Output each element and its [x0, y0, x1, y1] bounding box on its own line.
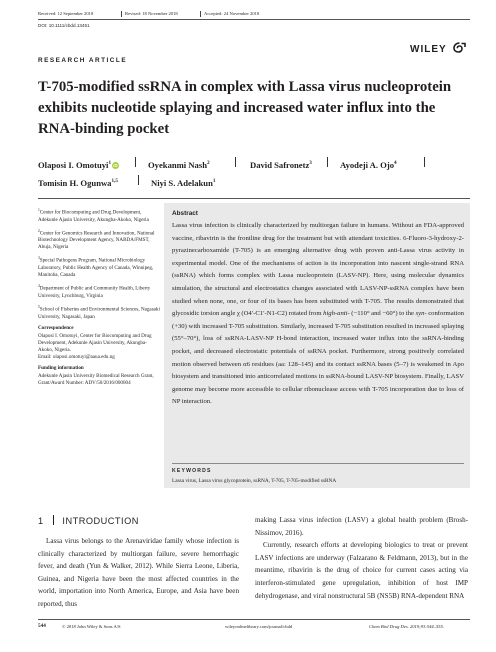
- correspondence-email[interactable]: Email: olaposi.omotuyi@aaua.edu.ng: [38, 354, 115, 360]
- keywords-rule: [172, 463, 464, 464]
- paragraph: making Lassa virus infection (LASV) a global health problem (Brosh-Nissimov, 2016).: [255, 516, 468, 537]
- divider: [200, 11, 201, 17]
- received-date: Received: 12 September 2018: [38, 11, 94, 16]
- correspondence-heading: Correspondence: [38, 324, 74, 331]
- paragraph: Currently, research efforts at developing biologics to treat or prevent LASV infections are underway (Falzarano & Feldmann, 2013), but in the meantime, ribavirin is the drug of choice for current cases acting via interferon-stimulated gene upregulation, inhibition of host IMP dehydrogenase, and viral nonstructural 5B (NS5B) RNA-dependent RNA: [255, 541, 468, 600]
- author-rule: [38, 198, 470, 199]
- affiliations: [38, 207, 160, 387]
- divider: [235, 157, 236, 167]
- divider: [53, 515, 54, 525]
- abstract-text: Lassa virus infection is clinically characterized by multiorgan failure in humans. Without an FDA-approved vaccine, ribavirin is the frontline drug for the treatment but with attendant toxicities. 6-Fluoro-3-hydroxy-2-pyrazinecarboxamide (T-705) is an emerging alternative drug with proven anti-Lassa virus activity in experimental model. One of the mechanisms of action is its incorporation into nascent single-strand RNA (ssRNA) which forms complex with Lassa nucleoprotein (LASV-NP). Here, using molecular dynamics simulation, the structural and electrostatics changes associated with LASV-NP-ssRNA complex have been studied when none, one, or four of its bases has been substituted with T-705. The results demonstrated that glycosidic torsion angle χ (O4′-C1′-N1-C2) rotated from high-anti- (−110° and −60°) to the syn- conformation (+30) with increased T-705 substitution. Similarly, increased T-705 substitution resulted in increased splaying (55°–70°), loss of ssRNA-LASV-NP H-bond interaction, increased water influx into the ssRNA-binding pocket, and decreased electrostatic potentials of ssRNA pocket. Furthermore, strong positively correlated motion observed between α6 residues (aa: 128–145) and its contact ssRNA bases (5–7) is weakened in Apo biosystem and transitioned into anticorrelated motions in ssRNA-bound LASV-NP biosystem. Finally, LASV genome may become more accessible to cellular ribonuclease access with T-705 incorporation due to loss of NP interaction.: [172, 222, 464, 406]
- author[interactable]: David Safronetz$^3$: [250, 160, 312, 170]
- divider: [135, 157, 136, 167]
- orcid-icon[interactable]: iD: [113, 163, 118, 168]
- accepted-date: Accepted: 24 November 2018: [204, 11, 260, 16]
- journal-url[interactable]: wileyonlinelibrary.com/journal/cbdd: [225, 624, 293, 629]
- paragraph: Lassa virus belongs to the Arenaviridae family whose infection is clinically characterized by multiorgan failure, severe hemorrhagic fever, and death (Yun & Walker, 2012). While Sierra Leone, Liberia, Guinea, and Nigeria have been the most affected countries in the world, importation into North America, Europe, and Asia have been reported, thus: [38, 537, 239, 608]
- affiliation: $^5$School of Fisheries and Environmental Sciences, Nagasaki University, Nagasaki, Japan: [38, 304, 160, 320]
- citation: Chem Biol Drug Des. 2019;93:544–555.: [369, 624, 445, 629]
- doi[interactable]: DOI: 10.1111/cbdd.13451: [38, 23, 90, 28]
- page-footer: [38, 622, 468, 632]
- page-number: 544: [38, 623, 46, 629]
- copyright: © 2018 John Wiley & Sons A/S: [62, 624, 121, 629]
- keywords-text: Lassa virus, Lassa virus glycoprotein, ssRNA, T-705, T-705-modified ssRNA: [172, 478, 337, 484]
- publisher-logo: [410, 42, 466, 56]
- author[interactable]: Niyi S. Adelakun$^1$: [151, 178, 216, 188]
- divider: [424, 157, 425, 167]
- author[interactable]: Olaposi I. Omotuyi$^1$ iD: [38, 160, 118, 170]
- publisher-name: WILEY: [410, 44, 447, 55]
- intro-column-right: [255, 514, 468, 602]
- funding-text: Adekunle Ajasin University Biomedical Research Grant, Grant/Award Number: ADV/50/2016/000004: [38, 373, 154, 387]
- section-number: 1: [38, 516, 44, 526]
- article-title: T-705-modified ssRNA in complex with Lassa virus nucleoprotein exhibits nucleotide splaying and increased water influx into the RNA-binding pocket: [38, 79, 452, 137]
- keywords-heading: KEYWORDS: [172, 468, 212, 474]
- author[interactable]: Oyekanmi Nash$^2$: [148, 160, 210, 170]
- affiliation: $^2$Center for Genomics Research and Innovation, National Biotechnology Development Agency, NABDA/FMST, Abuja, Nigeria: [38, 228, 155, 251]
- divider: [327, 157, 328, 167]
- funding-heading: Funding information: [38, 365, 84, 372]
- correspondence-text: Olaposi I. Omotuyi, Center for Biocomputing and Drug Development, Adekunle Ajasin University, Akungba-Akoko, Nigeria.: [38, 332, 152, 353]
- affiliation: $^1$Center for Biocomputing and Drug Development, Adekunle Ajasin University, Akungba-Akoko, Nigeria: [38, 208, 149, 223]
- author[interactable]: Ayodeji A. Ojo$^4$: [340, 160, 397, 170]
- author[interactable]: Tomisin H. Ogunwa$^{1,5}$: [38, 178, 118, 188]
- footer-rule: [38, 619, 470, 620]
- affiliation: $^4$Department of Public and Community Health, Liberty University, Lynchburg, Virginia: [38, 284, 151, 299]
- abstract-heading: Abstract: [172, 210, 198, 217]
- received-dates: [38, 10, 458, 18]
- divider: [138, 175, 139, 185]
- section-title: INTRODUCTION: [62, 516, 139, 526]
- intro-column-left: [38, 535, 239, 611]
- header-rule: [38, 19, 470, 20]
- divider: [121, 11, 122, 17]
- revised-date: Revised: 18 November 2018: [125, 11, 178, 16]
- section-heading: [38, 515, 139, 527]
- affiliation: $^3$Special Pathogens Program, National Microbiology Laboratory, Public Health Agency of Canada, Winnipeg, Manitoba, Canada: [38, 256, 154, 279]
- publisher-mark-icon: [453, 42, 466, 53]
- article-type: RESEARCH ARTICLE: [38, 57, 128, 64]
